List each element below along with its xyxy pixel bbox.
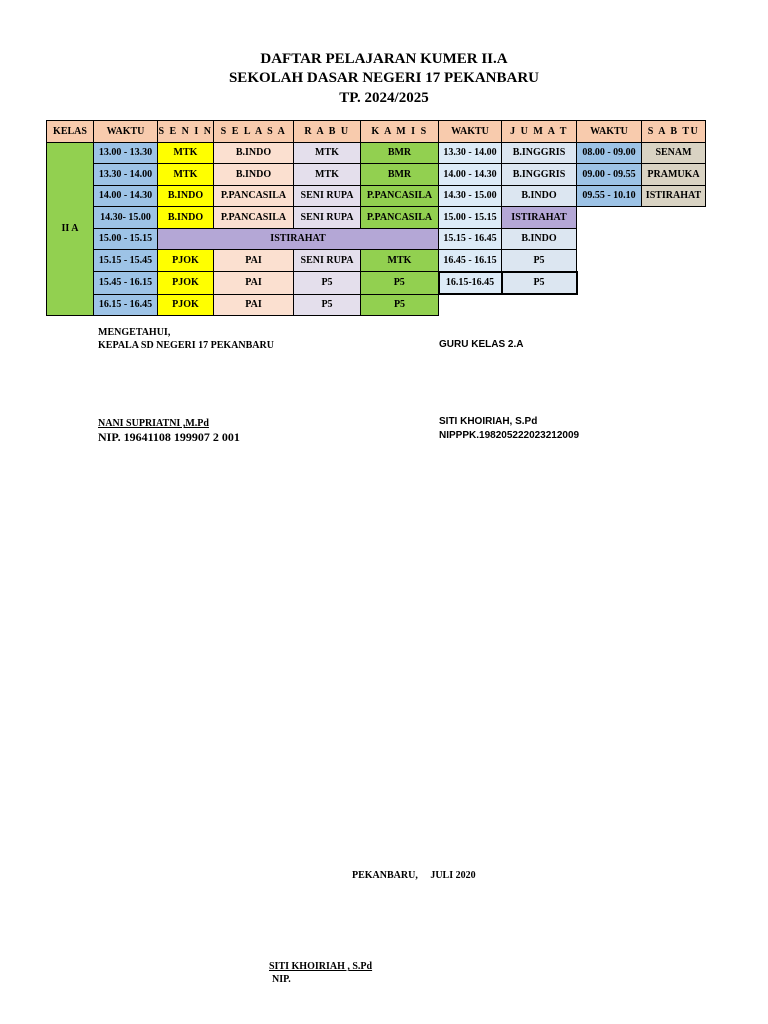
footer-nip: NIP. bbox=[272, 974, 291, 985]
time-cell: 15.15 - 15.45 bbox=[94, 250, 158, 272]
jumat-cell: B.INDO bbox=[502, 228, 577, 250]
schedule-table bbox=[46, 120, 706, 316]
table-row bbox=[47, 250, 706, 272]
selasa-cell: B.INDO bbox=[214, 164, 294, 186]
school-year: TP. 2024/2025 bbox=[339, 90, 429, 106]
jumat-time-cell: 15.00 - 15.15 bbox=[439, 207, 502, 229]
kepala-title: KEPALA SD NEGERI 17 PEKANBARU bbox=[98, 340, 274, 351]
rabu-cell: P5 bbox=[294, 272, 361, 295]
kamis-cell: BMR bbox=[361, 142, 439, 164]
empty-cell bbox=[439, 294, 706, 316]
guru-nip: NIPPPK.198205222023212009 bbox=[439, 430, 580, 441]
rabu-cell: MTK bbox=[294, 142, 361, 164]
col-header-selasa: S E L A S A bbox=[214, 121, 294, 143]
senin-cell: B.INDO bbox=[158, 207, 214, 229]
jumat-cell: ISTIRAHAT bbox=[502, 207, 577, 229]
sabtu-time-cell: 09.55 - 10.10 bbox=[577, 185, 642, 207]
col-header-kamis: K A M I S bbox=[361, 121, 439, 143]
selasa-cell: PAI bbox=[214, 294, 294, 316]
kepala-nip: NIP. 19641108 199907 2 001 bbox=[98, 430, 240, 444]
school-name: SEKOLAH DASAR NEGERI 17 PEKANBARU bbox=[228, 70, 540, 86]
jumat-time-cell: 16.15-16.45 bbox=[439, 272, 502, 295]
jumat-time-cell: 15.15 - 16.45 bbox=[439, 228, 502, 250]
table-row bbox=[47, 207, 706, 229]
senin-cell: B.INDO bbox=[158, 185, 214, 207]
selasa-cell: P.PANCASILA bbox=[214, 207, 294, 229]
col-header-waktu: WAKTU bbox=[94, 121, 158, 143]
jumat-cell: B.INDO bbox=[502, 185, 577, 207]
selasa-cell: PAI bbox=[214, 250, 294, 272]
senin-cell: MTK bbox=[158, 142, 214, 164]
guru-title: GURU KELAS 2.A bbox=[439, 339, 524, 350]
jumat-cell: P5 bbox=[502, 272, 577, 295]
col-header-jumat: J U M A T bbox=[502, 121, 577, 143]
jumat-time-cell: 14.30 - 15.00 bbox=[439, 185, 502, 207]
table-row bbox=[47, 228, 706, 250]
selasa-cell: PAI bbox=[214, 272, 294, 295]
jumat-cell: P5 bbox=[502, 250, 577, 272]
time-cell: 13.30 - 14.00 bbox=[94, 164, 158, 186]
time-cell: 15.00 - 15.15 bbox=[94, 228, 158, 250]
table-row bbox=[47, 185, 706, 207]
rabu-cell: P5 bbox=[294, 294, 361, 316]
empty-cell bbox=[577, 207, 706, 229]
col-header-waktu-jumat: WAKTU bbox=[439, 121, 502, 143]
break-cell: ISTIRAHAT bbox=[158, 228, 439, 250]
kepala-name: NANI SUPRIATNI ,M.Pd bbox=[98, 418, 209, 429]
guru-name: SITI KHOIRIAH, S.Pd bbox=[439, 416, 538, 427]
rabu-cell: MTK bbox=[294, 164, 361, 186]
kamis-cell: P.PANCASILA bbox=[361, 185, 439, 207]
time-cell: 16.15 - 16.45 bbox=[94, 294, 158, 316]
time-cell: 15.45 - 16.15 bbox=[94, 272, 158, 295]
kamis-cell: BMR bbox=[361, 164, 439, 186]
kelas-cell: II A bbox=[47, 142, 94, 316]
empty-cell bbox=[577, 228, 706, 250]
selasa-cell: P.PANCASILA bbox=[214, 185, 294, 207]
kamis-cell: MTK bbox=[361, 250, 439, 272]
col-header-sabtu: S A B TU bbox=[642, 121, 706, 143]
kamis-cell: P.PANCASILA bbox=[361, 207, 439, 229]
jumat-cell: B.INGGRIS bbox=[502, 164, 577, 186]
table-row bbox=[47, 164, 706, 186]
time-cell: 13.00 - 13.30 bbox=[94, 142, 158, 164]
sabtu-time-cell: 08.00 - 09.00 bbox=[577, 142, 642, 164]
table-row bbox=[47, 272, 706, 295]
senin-cell: PJOK bbox=[158, 272, 214, 295]
col-header-rabu: R A B U bbox=[294, 121, 361, 143]
jumat-time-cell: 13.30 - 14.00 bbox=[439, 142, 502, 164]
mengetahui-label: MENGETAHUI, bbox=[98, 327, 171, 338]
place-date: PEKANBARU, JULI 2020 bbox=[352, 870, 476, 881]
kamis-cell: P5 bbox=[361, 294, 439, 316]
col-header-senin: S E N I N bbox=[158, 121, 214, 143]
document-title: DAFTAR PELAJARAN KUMER II.A bbox=[260, 51, 508, 67]
footer-name: SITI KHOIRIAH , S.Pd bbox=[269, 961, 373, 972]
empty-cell bbox=[577, 272, 706, 295]
kamis-cell: P5 bbox=[361, 272, 439, 295]
sabtu-cell: ISTIRAHAT bbox=[642, 185, 706, 207]
time-cell: 14.00 - 14.30 bbox=[94, 185, 158, 207]
rabu-cell: SENI RUPA bbox=[294, 207, 361, 229]
jumat-cell: B.INGGRIS bbox=[502, 142, 577, 164]
table-row bbox=[47, 294, 706, 316]
senin-cell: PJOK bbox=[158, 250, 214, 272]
table-row bbox=[47, 142, 706, 164]
selasa-cell: B.INDO bbox=[214, 142, 294, 164]
sabtu-time-cell: 09.00 - 09.55 bbox=[577, 164, 642, 186]
senin-cell: PJOK bbox=[158, 294, 214, 316]
table-header-row bbox=[47, 121, 706, 143]
senin-cell: MTK bbox=[158, 164, 214, 186]
time-cell: 14.30- 15.00 bbox=[94, 207, 158, 229]
rabu-cell: SENI RUPA bbox=[294, 250, 361, 272]
rabu-cell: SENI RUPA bbox=[294, 185, 361, 207]
jumat-time-cell: 14.00 - 14.30 bbox=[439, 164, 502, 186]
empty-cell bbox=[577, 250, 706, 272]
sabtu-cell: PRAMUKA bbox=[642, 164, 706, 186]
jumat-time-cell: 16.45 - 16.15 bbox=[439, 250, 502, 272]
sabtu-cell: SENAM bbox=[642, 142, 706, 164]
col-header-waktu-sabtu: WAKTU bbox=[577, 121, 642, 143]
col-header-kelas: KELAS bbox=[47, 121, 94, 143]
